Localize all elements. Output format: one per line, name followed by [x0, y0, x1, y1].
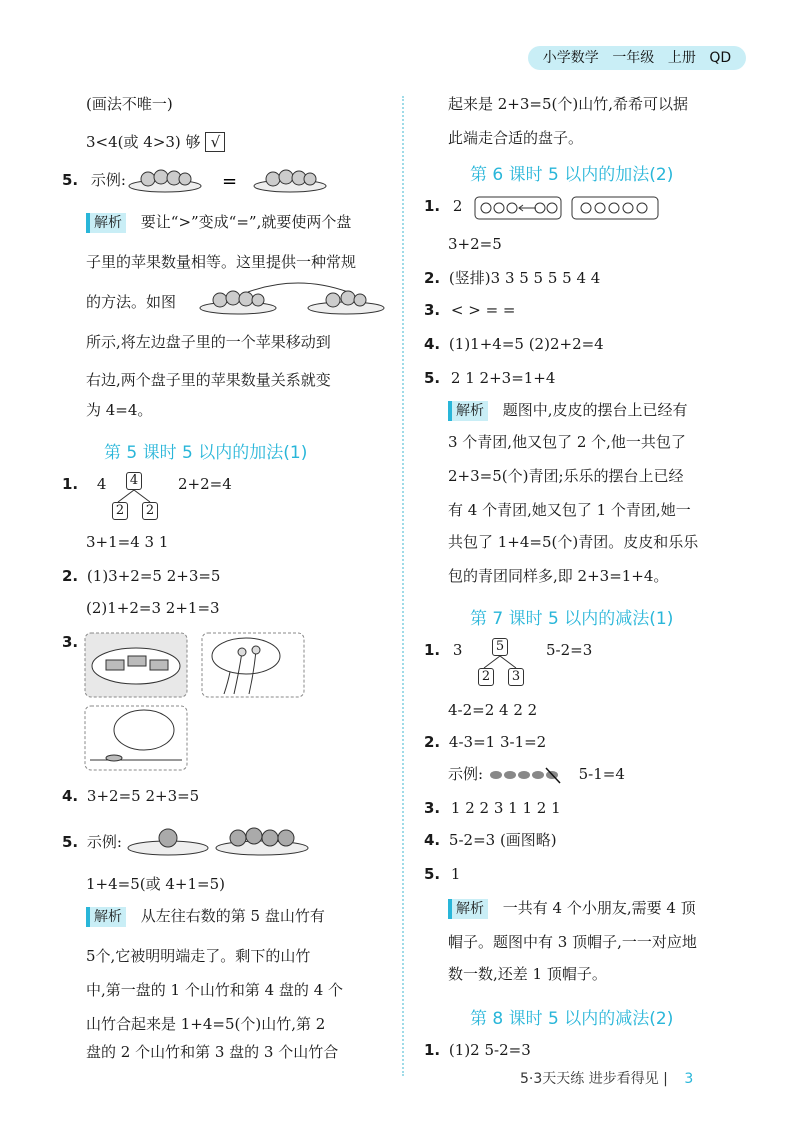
question-number: 5.	[62, 833, 79, 851]
answer: (1)2 5-2=3	[448, 1041, 531, 1059]
analysis-text: 中,第一盘的 1 个山竹和第 4 盘的 4 个	[86, 981, 344, 999]
analysis-text: 共包了 1+4=5(个)青团。皮皮和乐乐	[448, 533, 699, 551]
question-number: 1.	[424, 1041, 441, 1059]
question-2	[424, 268, 600, 288]
answer: < > = =	[450, 301, 516, 319]
answer: 1	[450, 865, 461, 883]
analysis-text: 为 4=4。	[86, 401, 153, 419]
question-number: 4.	[424, 831, 441, 849]
drawing-answers-illustration	[84, 632, 306, 772]
question-4	[424, 830, 557, 850]
question-number: 1.	[62, 475, 79, 493]
equation: 3+1=4 3 1	[86, 533, 169, 551]
equals-sign: =	[222, 171, 238, 192]
split-left-box: 2	[112, 502, 128, 520]
split-top-box: 4	[126, 472, 142, 490]
question-1	[424, 196, 462, 216]
header-volume: 上册	[667, 50, 696, 66]
apple-plates-illustration	[128, 162, 328, 196]
question-number: 2.	[424, 269, 441, 287]
equation: 5-1=4	[578, 765, 625, 783]
mangosteen-plates-illustration	[126, 818, 316, 858]
equation: 3+2=5	[448, 235, 502, 253]
section-title-lesson-5: 第 5 课时 5 以内的加法(1)	[104, 443, 308, 463]
analysis-text: 有 4 个青团,她又包了 1 个青团,她一	[448, 501, 691, 519]
comparison-answer: 3<4(或 4>3) 够	[86, 133, 201, 151]
question-number: 2.	[424, 733, 441, 751]
column-divider	[402, 96, 404, 1076]
analysis-text: 3 个青团,他又包了 2 个,他一共包了	[448, 433, 686, 451]
answer: 3	[452, 641, 463, 659]
analysis-line	[86, 906, 325, 927]
analysis-line	[448, 898, 696, 919]
equation: 4-2=2 4 2 2	[448, 701, 538, 719]
answer: 1 2 2 3 1 1 2 1	[450, 799, 561, 817]
question-4	[62, 786, 199, 806]
question-2	[424, 732, 546, 752]
analysis-text: 2+3=5(个)青团;乐乐的摆台上已经	[448, 467, 684, 485]
question-number: 4.	[62, 787, 79, 805]
question-2	[62, 566, 220, 586]
question-number: 3.	[424, 301, 441, 319]
question-1	[62, 474, 106, 494]
question-3	[424, 798, 561, 818]
answer: 2	[452, 197, 463, 215]
question-number: 5.	[62, 171, 79, 189]
analysis-tag: 解析	[448, 899, 488, 919]
equation: 1+4=5(或 4+1=5)	[86, 875, 226, 893]
question-5	[424, 368, 555, 388]
analysis-text: 数一数,还差 1 顶帽子。	[448, 965, 607, 983]
analysis-text: 的方法。如图	[86, 293, 177, 311]
text-line	[86, 132, 225, 152]
analysis-line	[86, 212, 351, 233]
apple-move-illustration	[198, 278, 388, 318]
split-right-box: 3	[508, 668, 524, 686]
question-5	[424, 864, 460, 884]
question-4	[424, 334, 604, 354]
question-number: 2.	[62, 567, 79, 585]
example-line	[448, 764, 625, 784]
answer: 5-2=3 (画图略)	[448, 831, 557, 849]
question-number: 1.	[424, 641, 441, 659]
analysis-text: 从左往右数的第 5 盘山竹有	[140, 907, 325, 925]
section-title-lesson-7: 第 7 课时 5 以内的减法(1)	[470, 609, 674, 629]
analysis-text: 子里的苹果数量相等。这里提供一种常规	[86, 253, 357, 271]
analysis-text: 要让“>”变成“=”,就要使两个盘	[140, 213, 352, 231]
analysis-text: 题图中,皮皮的摆台上已经有	[502, 401, 688, 419]
answer: (1)1+4=5 (2)2+2=4	[448, 335, 604, 353]
circles-diagram	[474, 196, 660, 220]
section-title-lesson-8: 第 8 课时 5 以内的减法(2)	[470, 1009, 674, 1029]
page-number: 3	[684, 1071, 694, 1087]
split-left-box: 2	[478, 668, 494, 686]
analysis-tag: 解析	[86, 907, 126, 927]
answer: 2 1 2+3=1+4	[450, 369, 556, 387]
analysis-tag: 解析	[448, 401, 488, 421]
analysis-text: 帽子。题图中有 3 顶帽子,一一对应地	[448, 933, 697, 951]
header-subject: 小学数学	[542, 50, 599, 66]
split-top-box: 5	[492, 638, 508, 656]
example-label: 示例:	[448, 765, 484, 783]
header-bar	[528, 46, 746, 70]
analysis-line	[448, 400, 688, 421]
question-number: 1.	[424, 197, 441, 215]
answer: (2)1+2=3 2+1=3	[86, 599, 220, 617]
analysis-text: 山竹合起来是 1+4=5(个)山竹,第 2	[86, 1015, 326, 1033]
split-right-box: 2	[142, 502, 158, 520]
question-1	[424, 640, 462, 660]
page-footer	[520, 1068, 693, 1088]
analysis-text: 5个,它被明明端走了。剩下的山竹	[86, 947, 311, 965]
answer: (1)3+2=5 2+3=5	[86, 567, 221, 585]
equation: 2+2=4	[178, 475, 232, 493]
question-5	[62, 832, 122, 852]
question-number: 5.	[424, 369, 441, 387]
question-5	[62, 170, 126, 190]
example-label: 示例:	[90, 171, 126, 189]
analysis-text: 盘的 2 个山竹和第 3 盘的 3 个山竹合	[86, 1043, 339, 1061]
question-number: 3.	[62, 633, 79, 651]
answer: (竖排)3 3 5 5 5 5 4 4	[448, 269, 601, 287]
question-3	[62, 632, 78, 652]
analysis-text: 此端走合适的盘子。	[448, 129, 584, 147]
equation: 5-2=3	[546, 641, 593, 659]
question-3	[424, 300, 516, 320]
header-edition: QD	[709, 50, 732, 66]
section-title-lesson-6: 第 6 课时 5 以内的加法(2)	[470, 165, 674, 185]
answer: 4-3=1 3-1=2	[448, 733, 547, 751]
analysis-text: 所示,将左边盘子里的一个苹果移动到	[86, 333, 331, 351]
analysis-text: 一共有 4 个小朋友,需要 4 顶	[502, 899, 696, 917]
question-number: 3.	[424, 799, 441, 817]
analysis-text: 起来是 2+3=5(个)山竹,希希可以据	[448, 95, 689, 113]
question-number: 5.	[424, 865, 441, 883]
example-label: 示例:	[86, 833, 122, 851]
answer: 4	[96, 475, 107, 493]
check-box: √	[205, 132, 225, 152]
analysis-text: 包的青团同样多,即 2+3=1+4。	[448, 567, 669, 585]
text-line: (画法不唯一)	[86, 95, 173, 113]
analysis-tag: 解析	[86, 213, 126, 233]
analysis-text: 右边,两个盘子里的苹果数量关系就变	[86, 371, 331, 389]
crossed-leaves-illustration	[488, 766, 568, 784]
question-number: 4.	[424, 335, 441, 353]
header-grade: 一年级	[612, 50, 655, 66]
answer: 3+2=5 2+3=5	[86, 787, 200, 805]
question-1	[424, 1040, 531, 1060]
footer-slogan: 5·3天天练 进步看得见 |	[520, 1071, 668, 1087]
